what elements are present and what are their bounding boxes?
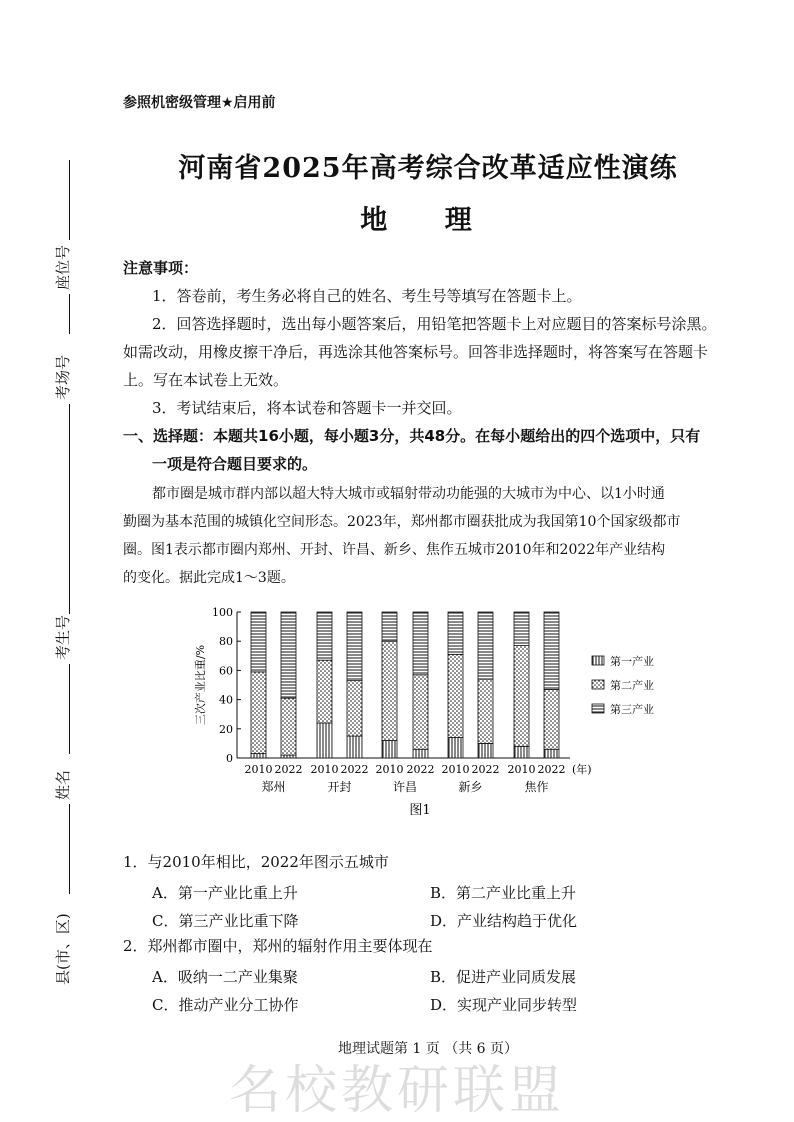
- y-tick-label: 60: [219, 664, 233, 678]
- subject-title: 地 理: [360, 205, 496, 236]
- bar-primary: [448, 738, 463, 758]
- bar-secondary: [448, 654, 463, 737]
- q1-option-d[interactable]: D．产业结构趋于优化: [430, 912, 578, 930]
- x-group-label: 许昌: [392, 780, 418, 794]
- x-unit-label: (年): [572, 763, 592, 776]
- bar-tertiary: [413, 612, 428, 675]
- note-2-cont2: 上。写在本试卷上无效。: [123, 371, 289, 389]
- bar-primary: [382, 740, 397, 758]
- margin-room-no: 考场号: [54, 354, 72, 400]
- passage-line: 勤圈为基本范围的城镇化空间形态。2023年，郑州都市圈获批成为我国第10个国家级都市: [123, 514, 681, 530]
- bar-primary: [413, 749, 428, 758]
- confidential-label: 参照机密级管理★启用前: [123, 95, 276, 111]
- legend-swatch: [592, 704, 604, 713]
- section-heading: 一、选择题：本题共16小题，每小题3分，共48分。在每小题给出的四个选项中，只有: [123, 427, 701, 445]
- x-group-label: 开封: [327, 780, 352, 794]
- x-year-label: 2010: [310, 763, 339, 776]
- x-year-label: 2022: [274, 763, 303, 776]
- watermark: 名校教研联盟: [228, 1061, 565, 1121]
- y-axis-label: 三次产业比重/%: [194, 644, 207, 726]
- x-year-label: 2022: [340, 763, 369, 776]
- bar-primary: [478, 743, 493, 758]
- bar-tertiary: [347, 612, 362, 681]
- x-group-label: 焦作: [524, 780, 549, 794]
- bar-tertiary: [514, 612, 529, 646]
- y-tick-label: 40: [219, 693, 233, 707]
- bar-primary: [251, 754, 266, 758]
- bar-secondary: [544, 689, 559, 749]
- question-1-stem: 1．与2010年相比，2022年图示五城市: [123, 853, 389, 871]
- bar-secondary: [281, 698, 296, 755]
- bar-tertiary: [544, 612, 559, 689]
- q2-option-d[interactable]: D．实现产业同步转型: [430, 996, 578, 1014]
- bar-secondary: [251, 672, 266, 754]
- bar-tertiary: [281, 612, 296, 698]
- margin-seat-no: 座位号: [54, 244, 72, 290]
- margin-student-no: 考生号: [54, 614, 72, 660]
- x-year-label: 2010: [244, 763, 273, 776]
- y-tick-label: 80: [219, 635, 233, 649]
- q2-option-a[interactable]: A．吸纳一二产业集聚: [152, 968, 298, 986]
- bar-secondary: [347, 681, 362, 736]
- exam-title: 河南省2025年高考综合改革适应性演练: [178, 153, 678, 184]
- legend-label: 第三产业: [610, 703, 654, 716]
- legend-swatch: [592, 656, 604, 665]
- x-year-label: 2010: [441, 763, 470, 776]
- bar-tertiary: [251, 612, 266, 672]
- x-year-label: 2022: [537, 763, 566, 776]
- divider: [69, 664, 70, 754]
- note-1: 1．答卷前，考生务必将自己的姓名、考生号等填写在答题卡上。: [152, 287, 582, 305]
- divider: [69, 404, 70, 614]
- x-year-label: 2022: [471, 763, 500, 776]
- note-2: 2．回答选择题时，选出每小题答案后，用铅笔把答题卡上对应题目的答案标号涂黑。: [152, 315, 717, 333]
- bar-primary: [317, 723, 332, 758]
- x-group-label: 郑州: [261, 780, 286, 794]
- q2-option-c[interactable]: C．推动产业分工协作: [152, 996, 299, 1014]
- bar-secondary: [317, 660, 332, 723]
- notes-heading: 注意事项：: [123, 259, 199, 277]
- bar-primary: [347, 736, 362, 758]
- bar-tertiary: [448, 612, 463, 654]
- section-heading-cont: 一项是符合题目要求的。: [152, 455, 318, 473]
- x-group-label: 新乡: [458, 780, 483, 794]
- y-tick-label: 0: [226, 752, 233, 765]
- x-year-label: 2010: [375, 763, 404, 776]
- passage-line: 都市圈是城市群内部以超大特大城市或辐射带动功能强的大城市为中心、以1小时通: [152, 486, 665, 502]
- bar-tertiary: [478, 612, 493, 679]
- margin-name: 姓名: [54, 769, 72, 800]
- legend-swatch: [592, 680, 604, 689]
- legend-label: 第二产业: [610, 679, 654, 692]
- passage-line: 的变化。据此完成1～3题。: [123, 570, 295, 586]
- chart-title: 图1: [409, 803, 431, 818]
- q1-option-c[interactable]: C．第三产业比重下降: [152, 912, 299, 930]
- q1-option-b[interactable]: B．第二产业比重上升: [430, 884, 577, 902]
- question-2-stem: 2．郑州都市圈中，郑州的辐射作用主要体现在: [123, 937, 433, 955]
- page-footer: 地理试题第 1 页 （共 6 页）: [337, 1041, 519, 1057]
- note-3: 3．考试结束后，将本试卷和答题卡一并交回。: [152, 399, 462, 417]
- y-tick-label: 20: [219, 722, 233, 736]
- industry-structure-chart: [190, 600, 690, 825]
- bar-tertiary: [317, 612, 332, 660]
- bar-secondary: [514, 646, 529, 747]
- bar-primary: [281, 755, 296, 758]
- q1-option-a[interactable]: A．第一产业比重上升: [152, 884, 298, 902]
- q2-option-b[interactable]: B．促进产业同质发展: [430, 968, 577, 986]
- bar-primary: [544, 749, 559, 758]
- x-year-label: 2010: [507, 763, 536, 776]
- passage-line: 圈。图1表示都市圈内郑州、开封、许昌、新乡、焦作五城市2010年和2022年产业结构: [123, 542, 666, 558]
- divider: [69, 160, 70, 240]
- legend-label: 第一产业: [610, 655, 654, 668]
- y-tick-label: 100: [212, 606, 233, 619]
- bar-secondary: [382, 641, 397, 740]
- bar-secondary: [413, 675, 428, 749]
- bar-secondary: [478, 679, 493, 743]
- bar-primary: [514, 746, 529, 758]
- margin-county: 县(市、区): [54, 913, 72, 985]
- note-2-cont: 如需改动，用橡皮擦干净后，再选涂其他答案标号。回答非选择题时，将答案写在答题卡: [123, 343, 709, 361]
- divider: [69, 804, 70, 894]
- divider: [69, 294, 70, 334]
- bar-tertiary: [382, 612, 397, 641]
- x-year-label: 2022: [406, 763, 435, 776]
